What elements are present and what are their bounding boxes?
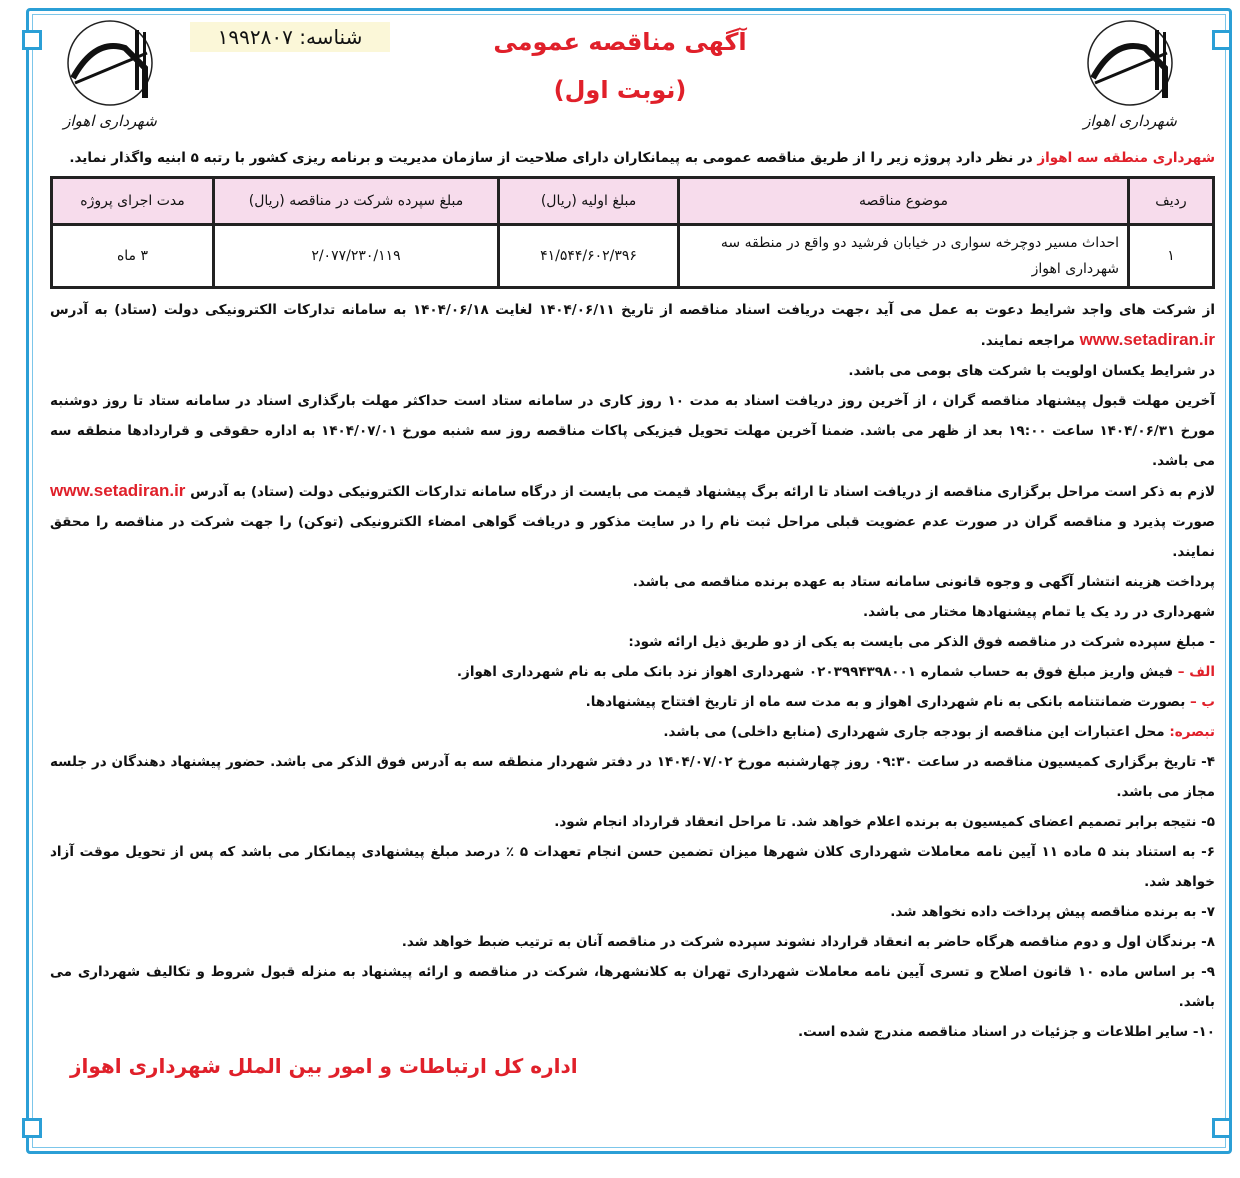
- tender-id-label: شناسه:: [299, 25, 363, 49]
- col-header-duration: مدت اجرای پروژه: [53, 179, 212, 223]
- cell-initial-amount: ۴۱/۵۴۴/۶۰۲/۳۹۶: [500, 226, 677, 286]
- col-header-deposit: مبلغ سپرده شرکت در مناقصه (ریال): [215, 179, 497, 223]
- paragraph-deadline: آخرین مهلت قبول پیشنهاد مناقصه گران ، از آخرین روز دریافت اسناد به مدت ۱۰ روز کاری در سامانه ستاد است حداکثر مهلت بارگذاری اسناد در سامانه ستاد تا روز دوشنبه مورخ ۱۴۰۴/۰۶/۳۱ ساعت ۱۹:۰۰ بعد از ظهر می باشد. ضمنا آخرین مهلت تحویل فیزیکی پاکات مناقصه روز سه شنبه مورخ ۱۴۰۴/۰۷/۰۱ به اداره حقوقی و قراردادها منطقه سه می باشد.: [50, 393, 1215, 469]
- svg-text:شهرداری اهواز: شهرداری اهواز: [63, 112, 157, 130]
- tender-id-badge: [190, 22, 390, 52]
- paragraph-6: ۶- به استناد بند ۵ ماده ۱۱ آیین نامه معاملات شهرداری کلان شهرها میزان تضمین حسن انجام تعهدات ۵ ٪ درصد مبلغ پیشنهادی پیمانکار می باشد که پس از تحویل موقت آزاد خواهد شد.: [50, 844, 1215, 890]
- cell-duration: ۳ ماه: [53, 226, 212, 286]
- paragraph-deposit: - مبلغ سپرده شرکت در مناقصه فوق الذکر می بایست به یکی از دو طریق ذیل ارائه شود:: [628, 634, 1215, 650]
- paragraph-documents: [50, 295, 1215, 356]
- paragraph-4: ۴- تاریخ برگزاری کمیسیون مناقصه در ساعت ۰۹:۳۰ روز چهارشنبه مورخ ۱۴۰۴/۰۷/۰۲ در دفتر شهردار منطقه سه به آدرس فوق الذکر می باشد. حضور پیشنهاد دهندگان در جلسه مجاز می باشد.: [50, 754, 1216, 800]
- paragraph-text: صورت پذیرد و مناقصه گران در صورت عدم عضویت قبلی مراحل ثبت نام را در سایت مذکور و دریافت گواهی امضاء الکترونیکی (توکن) را جهت شرکت در مناقصه را محقق نمایند.: [50, 514, 1215, 560]
- paragraph-fees: پرداخت هزینه انتشار آگهی و وجوه قانونی سامانه ستاد به عهده برنده مناقصه می باشد.: [632, 574, 1215, 590]
- table-row: [53, 226, 1212, 286]
- table-header-row: [53, 179, 1212, 223]
- page-subtitle: (نوبت اول): [553, 76, 687, 104]
- paragraph-7: ۷- به برنده مناقصه پیش پرداخت داده نخواهد شد.: [890, 904, 1215, 920]
- paragraph-deposit-a: [50, 657, 1215, 687]
- frame-corner: [22, 1118, 42, 1138]
- intro-paragraph: [50, 148, 1215, 168]
- cell-row-number: ۱: [1130, 226, 1212, 286]
- svg-text:شهرداری اهواز: شهرداری اهواز: [1083, 112, 1177, 130]
- paragraph-text: فیش واریز مبلغ فوق به حساب شماره ۰۲۰۳۹۹۴۳۹۸۰۰۱ شهرداری اهواز نزد بانک ملی به نام شهرداری اهواز.: [456, 664, 1174, 680]
- col-header-initial-amount: مبلغ اولیه (ریال): [500, 179, 677, 223]
- col-header-row-number: ردیف: [1130, 179, 1212, 223]
- page-title: آگهی مناقصه عمومی: [493, 28, 747, 56]
- paragraph-text: محل اعتبارات این مناقصه از بودجه جاری شهرداری (منابع داخلی) می باشد.: [663, 724, 1165, 740]
- paragraph-text: مراجعه نمایند.: [980, 333, 1080, 349]
- paragraph-9: ۹- بر اساس ماده ۱۰ قانون اصلاح و تسری آیین نامه معاملات شهرداری تهران به کلانشهرها، شرکت در مناقصه و ارائه پیشنهاد به منزله قبول شروط و تکالیف شهرداری می باشد.: [50, 964, 1216, 1010]
- item-label: الف –: [1173, 664, 1215, 680]
- frame-corner: [22, 30, 42, 50]
- paragraph-text: از شرکت های واجد شرایط دعوت به عمل می آید ،جهت دریافت اسناد مناقصه از تاریخ ۱۴۰۴/۰۶/۱۱ لغایت ۱۴۰۴/۰۶/۱۸ به سامانه تدارکات الکترونیکی دولت (ستاد) به آدرس: [50, 302, 1215, 318]
- paragraph-priority: در شرایط یکسان اولویت با شرکت های بومی می باشد.: [848, 363, 1215, 379]
- paragraph-text: بصورت ضمانتنامه بانکی به نام شهرداری اهواز و به مدت سه ماه از تاریخ افتتاح پیشنهادها.: [585, 694, 1186, 710]
- paragraph-deposit-b: [50, 687, 1215, 717]
- paragraph-note: [50, 717, 1215, 747]
- paragraph-10: ۱۰- سایر اطلاعات و جزئیات در اسناد مناقصه مندرج شده است.: [798, 1024, 1215, 1040]
- frame-corner: [1212, 1118, 1232, 1138]
- tender-conditions: [50, 295, 1215, 1047]
- intro-org: شهرداری منطقه سه اهواز: [1037, 150, 1215, 166]
- issuer-signature: اداره کل ارتباطات و امور بین الملل شهرداری اهواز: [70, 1054, 578, 1078]
- setadiran-link[interactable]: www.setadiran.ir: [1079, 330, 1215, 349]
- paragraph-text: لازم به ذکر است مراحل برگزاری مناقصه از دریافت اسناد تا ارائه برگ پیشنهاد قیمت می بایست از درگاه سامانه تدارکات الکترونیکی دولت (ستاد) به آدرس: [185, 484, 1215, 500]
- paragraph-rejection: شهرداری در رد یک یا تمام پیشنهادها مختار می باشد.: [862, 604, 1215, 620]
- tender-table: [50, 176, 1215, 289]
- paragraph-5: ۵- نتیجه برابر تصمیم اعضای کمیسیون به برنده اعلام خواهد شد. تا مراحل انعقاد قرارداد انجام شود.: [554, 814, 1215, 830]
- setadiran-link[interactable]: www.setadiran.ir: [50, 481, 186, 500]
- cell-subject: احداث مسیر دوچرخه سواری در خیابان فرشید دو واقع در منطقه سه شهرداری اهواز: [680, 226, 1127, 286]
- frame-corner: [1212, 30, 1232, 50]
- item-label: ب –: [1185, 694, 1215, 710]
- paragraph-process: [50, 476, 1215, 567]
- tender-id-value: ۱۹۹۲۸۰۷: [217, 25, 293, 49]
- intro-text: در نظر دارد پروژه زیر را از طریق مناقصه عمومی به پیمانکاران دارای صلاحیت از سازمان مدیریت و برنامه ریزی کشور با رتبه ۵ ابنیه واگذار نماید.: [69, 150, 1038, 166]
- main-content: [50, 148, 1215, 1081]
- ahvaz-municipality-logo-right: [1075, 18, 1185, 133]
- note-label: تبصره:: [1164, 724, 1215, 740]
- paragraph-8: ۸- برندگان اول و دوم مناقصه هرگاه حاضر به انعقاد قرارداد نشوند سپرده شرکت در مناقصه آنان به ترتیب ضبط خواهد شد.: [401, 934, 1215, 950]
- col-header-subject: موضوع مناقصه: [680, 179, 1127, 223]
- ahvaz-municipality-logo-left: [55, 18, 165, 133]
- cell-deposit: ۲/۰۷۷/۲۳۰/۱۱۹: [215, 226, 497, 286]
